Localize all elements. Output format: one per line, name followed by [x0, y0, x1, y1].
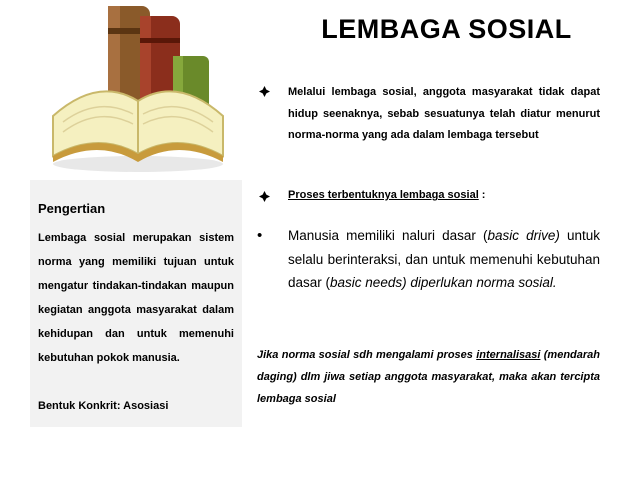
point-3-part-d: basic needs) diperlukan norma sosial.	[330, 275, 557, 290]
books-icon	[38, 6, 238, 176]
definition-heading: Pengertian	[38, 201, 106, 216]
page-title: LEMBAGA SOSIAL	[321, 14, 572, 44]
diamond-bullet-icon	[259, 191, 270, 202]
conclusion-text	[257, 344, 600, 410]
process-colon: :	[478, 189, 486, 201]
conclusion-keyword: internalisasi	[476, 349, 541, 361]
point-text-1: Melalui lembaga sosial, anggota masyarakat tidak dapat hidup seenaknya, sebab sesuatunya telah diatur menurut norma-norma yang ada dalam lembaga tersebut	[288, 86, 600, 141]
process-heading: Proses terbentuknya lembaga sosial	[288, 189, 479, 201]
diamond-bullet-icon	[259, 86, 270, 97]
definition-text: Lembaga sosial merupakan sistem norma yang memiliki tujuan untuk mengatur tindakan-tindakan maupun kegiatan anggota masyarakat dalam kehidupan dan untuk memenuhi kebutuhan pokok manusia.	[38, 232, 234, 364]
point-text-2	[288, 189, 485, 201]
point-3-part-b: basic drive)	[487, 228, 560, 243]
point-3-part-a: Manusia memiliki naluri dasar (	[288, 228, 488, 243]
definition-panel	[30, 180, 242, 427]
conclusion-part-c: (mendarah daging) dlm jiwa setiap anggota masyarakat, maka akan tercipta lembaga sosial	[257, 349, 600, 405]
concrete-form-text: Bentuk Konkrit: Asosiasi	[38, 400, 169, 412]
conclusion-part-a: Jika norma sosial sdh mengalami proses	[257, 349, 477, 361]
point-text-3	[288, 224, 600, 295]
round-bullet: •	[257, 227, 263, 244]
point-3-part-c: untuk selalu berinteraksi, dan untuk memenuhi kebutuhan dasar (	[288, 228, 601, 290]
